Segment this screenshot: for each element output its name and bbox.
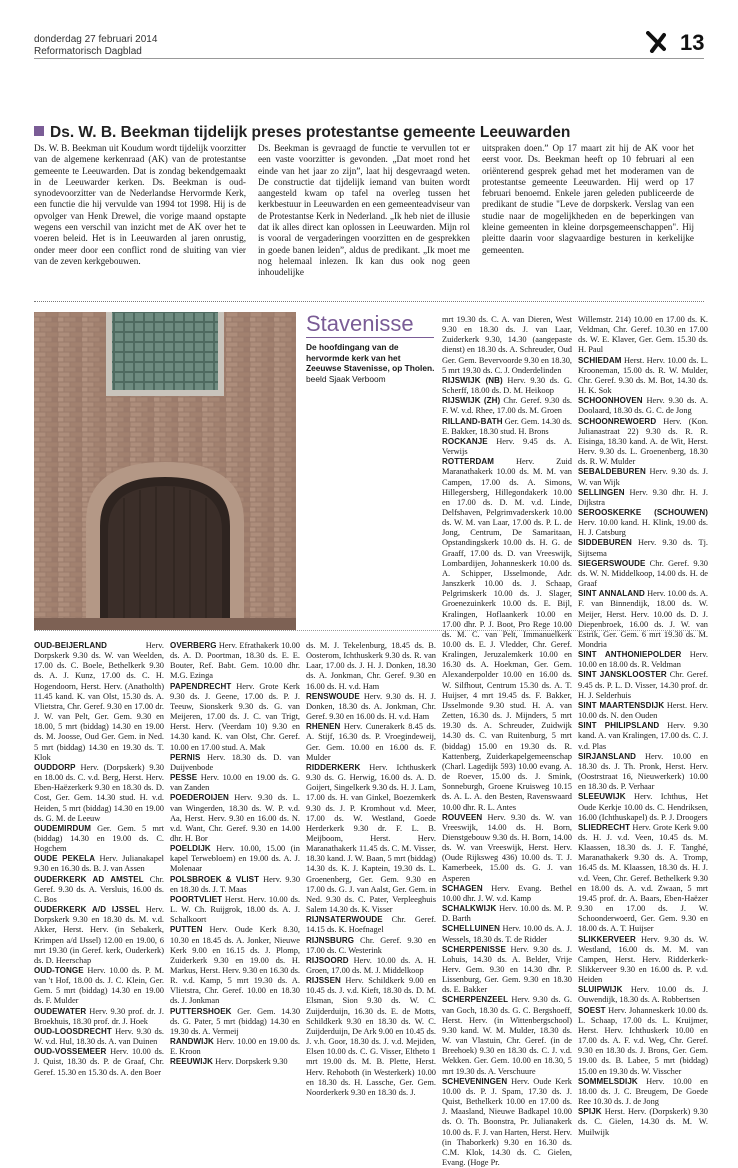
listing-place: OUD-LOOSDRECHT: [34, 1026, 112, 1036]
listing-entry: [170, 895, 300, 925]
listing-place: SIRJANSLAND: [578, 751, 636, 761]
listing-services: Herv. 9.30 ds. J. Lohuis, 14.30 ds. A. Belder, Vrije Herv. Gem. 9.30 en 14.30 dhr. P. Lissenburg, Ger. Gem. 9.30 en 18.30 ds. E. Bakker: [442, 944, 573, 995]
listing-services: Herv. 9.30 ds. G. van Goch, 18.30 ds. G. C. Bergshoeff, Herst. Herv. (in Wittenbergschool) 9.30 kand. W. M. Mulder, 18.30 ds. W. van Vlastuin, Chr. Geref. (in de Breehoek) 9.30 en 18.30 ds. C. J. v.d. Wekken. Ger. Gem. 10.00 en 18.30, 5 mrt 19.30 ds. A. Verschuure: [442, 995, 572, 1076]
listing-services: Herst. Herv. 10.00 ds. L. W. Ch. Ruijgrok, 18.00 ds. A. J. Schalkoort: [170, 894, 300, 925]
listing-place: OUDEMIRDUM: [34, 823, 91, 833]
listing-services: Herv. 9.30 ds. J. W. van Wijk: [578, 467, 709, 487]
listing-services: Herv. 9.30 ds. A. Doolaard, 18.30 ds. G. C. de Jong: [578, 396, 709, 416]
listing-place: SCHELLUINEN: [442, 924, 500, 934]
listing-place: RIJNSATERWOUDE: [306, 915, 383, 925]
listing-place: OUDDORP: [34, 762, 76, 772]
listing-place: ROUVEEN: [442, 812, 483, 822]
listing-place: OUD-BEIJERLAND: [34, 641, 107, 650]
listing-place: POORTVLIET: [170, 894, 223, 904]
listing-place: RENSWOUDE: [306, 691, 360, 701]
listing-services: Herv. 10.00 ds. P. M. van 't Hof, 18.00 ds. J. C. Klein, Ger. Gem. 5 mrt (biddag) 14.30 en 19.00 ds. F. Mulder: [34, 966, 165, 1006]
listing-entry: [578, 488, 708, 508]
listing-services: Herv. 10.00 en 18.00 ds. R. Veldman: [578, 650, 708, 670]
listing-services: Herst. Herv. (Dorpskerk) 9.30 ds. C. Gielen, 14.30 ds. M. W. Muilwijk: [578, 1107, 708, 1137]
listing-services: Herv. 10.00, 15.00 (in kapel Terwebloem) en 19.00 ds. A. J. Molenaar: [170, 844, 300, 874]
listing-entry: [442, 1077, 572, 1168]
listing-services: Herv. 10.00 en 19.00 ds. E. Kroon: [170, 1037, 300, 1057]
listing-entry: [578, 985, 708, 1005]
listing-entry: [442, 417, 572, 437]
listing-services: Herv. Zuid Maranathakerk 10.00 ds. M. M. van Campen, 17.00 ds. A. Simons, Hillegersberg, Hillegondakerk 10.00 en 17.00 ds. D. M. v.d. Linde, Delfshaven, Pelgrimvaderskerk 10.00 ds. W. M. van Laar, 17.00 ds. P. L. de Jong, Centrum, De Samaritaan, Opstandingskerk 10.00 ds. H. G. de Graaff, 17.00 ds. D. van Vreeswijk, Lombardijen, Johanneskerk 10.00 ds. A. Schipper, IJsselmonde, Adr. Janszkerk 10.00 ds. J. Schaap, Pelgrimskerk 10.00 ds. J. Slager, Groenezuinkerk 10.00 ds. E. Bijl, Kralingen, Hoflaankerk 10.00 en 17.00 dhr. P. J. Boot, Pro Rege 10.00 ds. M. C. van Pelt, Immanuelkerk 10.00 ds. E. J. Vledder, Chr. Geref. Kralingen, Jeruzalemkerk 10.00 en 16.30 ds. A. Hoekman, Ger. Gem. Alexanderpolder 10.00 en 16.00 ds. W. Silfhout, Centrum 15.30 ds. A. T. Huijser, 4 mrt 19.45 ds. F. Bakker, IJsselmonde 9.30 stud. H. A. van Zetten, 16.30 ds. J. Mijnders, 5 mrt 19.30 ds. A. Schreuder, Zuidwijk 14.30 ds. C. van Ruitenburg, 5 mrt (biddag) 15.00 en 19.30 ds. R. Kattenberg, Zuiderkapelgemeenschap (Charl. Lagedijk 593) 10.00 evang. A. de Roever, 15.00 ds. J. Smink, Sonneburgh, Groene Kruisweg 10.15 ds. A. L. A. den Besten, Ravenswaard 10.00 dhr. R. L. Antes: [442, 457, 572, 812]
article-column-3: uitspraken doen.” Op 17 maart zit hij de AK voor het eerst voor. Ds. Beekman heeft op 10 februari al een oriënterend gesprek gehad met het moderamen van de protestantse gemeente Leeuwarden. Hij werd op 17 februari benoemd. Enkele jaren geleden publiceerde de predikant de studie "Leve de dorpskerk. Verslag van een studie naar de mogelijkheden en de beperkingen van kleine gemeenten in kleine dorpsgemeenschappen". Hij pleitte daarin voor slagvaardige besturen in kerkelijke gemeenten.: [482, 143, 694, 255]
listing-services: Herv. Schildkerk 9.00 en 10.45 ds. J. v.d. Kieft, 18.30 ds. D. M. Elsman, Sion 9.30 ds. W. C. Zuijderduijn, 16.30 ds. E. de Motts, Schildkerk 9.30 en 18.30 ds. W. C. Zuijderduijn, De Ark 9.00 en 10.45 ds. J. v.h. Goor, 18.30 ds. J. v.d. Mejiden, Elsen 10.00 ds. C. G. Visser, Eltheto 1 mrt 19.00 ds. M. B. Plette, Herst. Herv. Rehoboth (in Westerkerk) 10.00 en 18.30 ds. H. Lassche, Ger. Gem. Noorderkerk 9.30 en 18.30 ds. J.: [306, 976, 436, 1097]
photo-caption-rule: [306, 337, 434, 338]
listing-entry: [170, 753, 300, 773]
listing-place: POLSBROEK & VLIST: [170, 874, 260, 884]
listing-place: SPIJK: [578, 1107, 602, 1117]
listing-place: OUDE PEKELA: [34, 854, 96, 864]
listing-place: SLIKKERVEER: [578, 934, 636, 944]
listing-services: Herv. Evang. Bethel 10.00 dhr. J. W. v.d. Kamp: [442, 883, 572, 903]
listing-entry: [170, 793, 300, 844]
listing-entry: [306, 976, 436, 1098]
listing-services: Herv. 9.30 ds. G. Scherff, 18.00 ds. D. M. Heikoop: [442, 375, 572, 396]
listing-entry: [578, 467, 708, 487]
listing-place: SCHIEDAM: [578, 355, 622, 365]
listing-entry: [442, 437, 572, 457]
photo-caption: [306, 342, 436, 384]
listing-place: SCHEVENINGEN: [442, 1076, 508, 1086]
listing-entry: [578, 650, 708, 670]
listing-place: SCHERPENZEEL: [442, 995, 509, 1005]
listing-entry: [170, 773, 300, 793]
listing-services: Herv. 10.00 ds. J. Quist, 18.30 ds. P. de Graaf, Chr. Geref. 15.30 en 15.30 ds. A. den Boer: [34, 1047, 164, 1077]
listing-place: SINT ANTHONIEPOLDER: [578, 650, 682, 660]
listing-entry: [578, 589, 708, 650]
listing-place: OUD-TONGE: [34, 966, 84, 975]
listing-place: SEBALDEBUREN: [578, 467, 646, 477]
listing-place: RIJSWIJK (ZH): [442, 396, 501, 406]
listing-services: Herv. 9.30 kand. A. van Kralingen, 17.00 ds. C. J. v.d. Plas: [578, 721, 709, 751]
listing-entry: [442, 945, 572, 996]
listing-entry: [578, 670, 708, 700]
listing-entry: [442, 315, 572, 376]
listing-place: SCHOONHOVEN: [578, 396, 643, 406]
listing-place: ROTTERDAM: [442, 457, 495, 467]
listing-services: Herv. 9.45 ds. A. Verwijs: [442, 436, 572, 457]
listing-services: Herv. Cunerakerk 8.45 ds. A. Stijf, 16.30 ds. P. Vroegindeweij, Ger. Gem. 10.00 en 16.00 ds. F. Mulder: [306, 722, 436, 762]
listing-services: Herv. Dorpskerk 9.30: [215, 1057, 288, 1067]
listing-column-2: [170, 641, 300, 1068]
listing-entry: [442, 924, 572, 944]
listing-place: RIJSWIJK (NB): [442, 375, 503, 385]
listing-place: RHENEN: [306, 722, 341, 732]
listing-entry: [34, 641, 164, 763]
listing-place: SINT PHILIPSLAND: [578, 721, 660, 731]
article-headline: [34, 124, 714, 142]
listing-place: SLUIPWIJK: [578, 985, 623, 995]
listing-entry: [442, 904, 572, 924]
listing-services: Herv. 9.30 ds. Tj. Sijtsema: [578, 538, 709, 558]
listing-entry: [306, 915, 436, 935]
listing-services: Herv. Grote Kerk 9.00 ds. H. J. v.d. Veen, 10.45 ds. M. Klaassen, 18.30 ds. J. F. Tanghé, Maranathakerk 9.30 ds. A. Tromp, 16.45 ds. M. Klaassen, 18.30 ds. H. J. v.d. Veen, Chr. Geref. Bethelkerk 9.30 en 18.00 ds. A. v.d. Zwaan, 5 mrt 19.45 prof. dr. A. Baars, Eben-Haëzer 9.30 en 17.00 ds. J. W. Schoonderwoerd, Ger. Gem. 9.30 en 18.00 ds. A. T. Huijser: [578, 822, 708, 934]
listing-entry: [578, 701, 708, 721]
listing-services: Herv. 10.00 ds. M. P. D. Barth: [442, 904, 573, 924]
listing-entry: [442, 995, 572, 1076]
listing-services: Herv. 10.00 ds. J. Ouwendijk, 18.30 ds. A. Robbertsen: [578, 985, 708, 1005]
headline-square-icon: [34, 126, 44, 136]
listing-place: SIDDEBUREN: [578, 538, 632, 548]
listing-place: RIJSOORD: [306, 955, 349, 965]
listing-entry: [34, 824, 164, 854]
listing-place: SIEGERSWOUDE: [578, 558, 646, 568]
photo-credit: beeld Sjaak Verboom: [306, 373, 386, 384]
listing-place: OVERBERG: [170, 641, 217, 650]
listing-entry: [34, 966, 164, 1007]
listing-entry: [578, 315, 708, 356]
article-column-2: Ds. Beekman is gevraagd de functie te vervullen tot er een vaste voorzitter is gevonden. „Dat moet rond het einde van het jaar zo zijn”, laat hij desgevraagd weten. De constructie dat tijdelijk iemand van buiten wordt aangesteld kwam op tafel na overleg tussen het kerkbestuur in Leeuwarden en een gemeenteadviseur van de Protestantse Kerk in Nederland. „Ik heb niet de illusie dat ik alles direct kan oplossen in Leeuwarden. Mijn rol is vooral de vergaderingen voorzitten en de gesprekken in goede banen leiden”, aldus de predikant. „Ik moet me nog helemaal inlezen. Ik kan dus ook nog geen inhoudelijke: [258, 143, 470, 278]
listing-entry: [578, 1077, 708, 1107]
listing-services: Herv. Johanneskerk 10.00 ds. L. Schaap, 17.00 ds. L. Kruijmer, Herst. Herv. Ichthuskerk 10.00 en 17.00 ds. A. F. v.d. Weg, Chr. Geref. 9.30 en 18.30 ds. J. Brons, Ger. Gem. 19.00 ds. B. Labee, 5 mrt (biddag) 15.00 en 19.30 ds. W. Visscher: [578, 1005, 708, 1076]
listing-services: Herv. (Kon. Julianastraat 22) 9.30 ds. R. R. Eisinga, 18.30 kand. A. de Wit, Herst. Herv. 9.30 ds. L. Groenenberg, 18.30 ds. R. W. Mulder: [578, 416, 708, 467]
listing-services: Ger. Gem. 14.30 ds. E. Bakker, 18.30 stud. H. Brons: [442, 416, 572, 436]
listing-services: Herv. Ichthus, Het Oude Kerkje 10.00 ds. C. Hendriksen, 16.00 (Ichthuskapel) ds. P. J. Droogers: [578, 792, 709, 822]
listing-entry: [442, 396, 572, 416]
listing-services: Chr. Geref. 9.45 ds. P. L. D. Visser, 14.30 prof. dr. H. J. Selderhuis: [578, 670, 708, 700]
listing-services: Herv. 10.00 ds. A. F. van Binnendijk, 18.00 ds. W. Meijer, Herst. Herv. 10.00 ds. D. J. Diepenbroek, 16.00 ds. J. W. van Estrik, Ger. Gem. 6 mrt 19.30 ds. M. Mondria: [578, 589, 709, 649]
listing-services: Herv. 9.30 ds. W. v.d. Hul, 18.30 ds. A. van Duinen: [34, 1026, 164, 1047]
listing-place: SINT JANSKLOOSTER: [578, 670, 667, 680]
listing-entry: [578, 823, 708, 935]
listing-entry: [442, 376, 572, 396]
listing-place: SOMMELSDIJK: [578, 1076, 638, 1086]
listing-column-1: [34, 641, 164, 1078]
listing-place: OUD-VOSSEMEER: [34, 1047, 107, 1057]
listing-services: Herv. 9.30 ds. H. J. Donken, 18.30 ds. A. Jonkman, Chr. Geref. 9.30 en 16.00 ds. H. v.d. Ham: [306, 691, 437, 722]
listing-entry: [34, 1007, 164, 1027]
listing-services: Ger. Gem. 5 mrt (biddag) 14.30 en 19.00 ds. C. Hogchem: [34, 823, 164, 854]
listing-services: Herv. Oude Kerk 8.30, 10.30 en 18.45 ds. A. Jonker, Nieuwe Kerk 9.00 en 16.15 ds. J. Plomp, Zuiderkerk 9.30 en 19.00 ds. H. Markus, Herst. Herv. 9.30 en 16.30 ds. R. v.d. Kamp, 5 mrt 19.30 ds. A. Vlietstra, Chr. Geref. 10.00 en 18.30 ds. J. Jonkman: [170, 925, 300, 1006]
listing-services: Herv. 10.00 kand. H. Klink, 19.00 ds. H. J. Catsburg: [578, 518, 708, 538]
listing-services: Herv. 9.30 prof. dr. J. Broekhuis, 18.30 prof. dr. J. Hoek: [34, 1006, 164, 1026]
listing-entry: [442, 457, 572, 812]
listing-entry: [170, 925, 300, 1006]
listing-place: ROCKANJE: [442, 436, 488, 446]
listing-services: Herv. Dorpskerk 9.30 en 18.30 ds. M. v.d. Akker, Herst. Herv. (in Sebakerk, Krimpen a/d IJssel) 12.00 en 19.00, 6 mrt 19.30 (in Geref. kerk, Ouderkerk) ds. D. Heerschap: [34, 905, 164, 965]
listing-place: SOEST: [578, 1005, 606, 1015]
listing-services: ds. M. J. Tekelenburg, 18.45 ds. B. Oosterom, Ichthuskerk 9.30 ds. R. van Laar, 17.00 ds. J. H. J. Donken, 18.30 ds. A. Jonkman, Chr. Geref. 9.30 en 16.00 ds. H. v.d. Ham: [306, 641, 436, 691]
listing-place: RANDWIJK: [170, 1037, 214, 1047]
listing-entry: [442, 813, 572, 884]
listing-place: POEDEROIJEN: [170, 793, 229, 803]
listing-services: Herv. 18.30 ds. D. van Duijvenbode: [170, 752, 300, 772]
header-rule: [34, 58, 704, 59]
listing-services: Herv. 10.00 en 18.30 ds. J. Th. Pronk, Herst. Herv. (Oostrstraat 16, Nieuwerkerk) 10.00 en 18.30 ds. P. Verhaar: [578, 751, 708, 792]
issue-date: donderdag 27 februari 2014: [34, 34, 158, 45]
listing-place: SELLINGEN: [578, 487, 625, 497]
listing-entry: [306, 692, 436, 722]
church-photo-image: [34, 312, 296, 630]
listing-place: OUDEWATER: [34, 1006, 87, 1016]
listing-place: OUDERKERK AD AMSTEL: [34, 874, 144, 884]
listing-place: SCHOONREWOERD: [578, 416, 657, 426]
listing-entry: [170, 641, 300, 682]
section-divider: [34, 301, 704, 302]
listing-column-3: [306, 641, 436, 1098]
listing-place: RIJSSEN: [306, 976, 341, 986]
church-entrance-photo: [34, 312, 296, 630]
listing-entry: [170, 1057, 300, 1067]
listing-entry: [34, 854, 164, 874]
listing-place: RILLAND-BATH: [442, 416, 503, 426]
photo-caption-title: Stavenisse: [306, 311, 414, 336]
listing-entry: [578, 721, 708, 751]
listing-entry: [578, 792, 708, 822]
listing-place: POELDIJK: [170, 844, 211, 854]
listing-services: Herv. Efrathakerk 10.00 ds. A. D. Poortman, 18.30 ds. E. E. Bouter, Ref. Babt. Gem. 10.00 dhr. M.G. Ezinga: [170, 641, 300, 681]
listing-entry: [306, 936, 436, 956]
listing-entry: [578, 538, 708, 558]
listing-services: mrt 19.30 ds. C. A. van Dieren, West 9.30 en 18.30 ds. J. van Laar, Zuiderkerk 9.30, 14.30 (aangepaste dienst) en 18.30 ds. A. Schreuder, Oud Ger. Gem. Bevervoorde 9.30 en 18.30, 5 mrt 19.30 ds. C. J. Onderdelinden: [442, 315, 572, 375]
listing-place: SLIEDRECHT: [578, 822, 631, 832]
listing-entry: [578, 356, 708, 397]
article-column-1: Ds. W. B. Beekman uit Koudum wordt tijdelijk voorzitter van de algemene kerkenraad (AK) van de protestantse gemeente te Leeuwarden. Dat is zondag bekendgemaakt in de Leeuwarder kerken. Ds. Beekman is oud-synodevoorzitter van de Nederlandse Hervormde Kerk, een functie die hij vervulde van 1994 tot 1998. Hij is de opvolger van Henk Drewel, die vorige maand opstapte wegens een verschil van inzicht met de AK over het te voeren beleid. Het is in Leeuwarden al jaren onrustig, onder meer door een conflict rond de sluiting van vier van de zeven kerkgebouwen.: [34, 143, 246, 266]
newspaper-name: Reformatorisch Dagblad: [34, 46, 142, 57]
listing-entry: [578, 1006, 708, 1077]
listing-services: Chr. Geref. 9.30 ds. A. Versluis, 16.00 ds. C. Bos: [34, 874, 164, 904]
listing-entry: [34, 875, 164, 905]
listing-column-5: [578, 315, 708, 1138]
newspaper-logo-icon: [646, 31, 666, 53]
listing-entry: [578, 508, 708, 538]
listing-place: SEROOSKERKE (SCHOUWEN): [578, 507, 708, 517]
listing-services: Chr. Geref. 14.15 ds. K. Hoefnagel: [306, 915, 436, 935]
listing-entry: [578, 1107, 708, 1137]
listing-entry: [34, 1027, 164, 1047]
listing-place: RIJNSBURG: [306, 935, 355, 945]
listing-services: Herv. 9.30 ds. W. Westland, 16.00 ds. M. M. van Campen, Herst. Herv. Ridderkerk-Slikkerveer 9.30 en 16.00 ds. P. v.d. Heiden: [578, 934, 708, 985]
listing-entry: [306, 763, 436, 915]
headline-text: Ds. W. B. Beekman tijdelijk preses protestantse gemeente Leeuwarden: [50, 124, 571, 141]
listing-place: SCHERPENISSE: [442, 944, 506, 954]
listing-services: Herv. 9.30 ds. L. van Wingerden, 18.30 ds. W. P. v.d. Aa, Herst. Herv. 9.30 en 16.00 ds. N. v.d. Want, Chr. Geref. 9.30 en 14.00 dhr. H. Bor: [170, 793, 301, 843]
listing-services: Herst. Herv. 10.00 ds. N. den Ouden: [578, 700, 708, 721]
listing-entry: [578, 935, 708, 986]
page-header-date: [34, 34, 157, 58]
listing-services: Herv. 9.30 dhr. H. J. Dijkstra: [578, 487, 708, 507]
listing-entry: [170, 1037, 300, 1057]
listing-services: Chr. Geref. 9.30 ds. W. N. Middelkoop, 14.00 ds. H. de Graaf: [578, 558, 708, 589]
listing-entry: [578, 396, 708, 416]
listing-entry: [578, 752, 708, 793]
listing-entry: [34, 905, 164, 966]
listing-entry: [306, 641, 436, 692]
listing-services: Herv. Dorpskerk 9.30 ds. W. van Weelden, 17.00 ds. C. Boele, Bethelkerk 9.30 ds. A. J. Kunz, 17.00 ds. C. H. Hogendoorn, Herst. Herv. (Anatholth) 11.45 kand. K. van Olst, 15.30 ds. A. Vlietstra, Chr. Geref. 9.30 en 17.00 dr. J. W. van Pelt, Ger. Gem. 9.30 en 18.00, 5 mrt (biddag) 14.30 en 19.00 ds. M. Joosse, Oud Ger. Gem. in Ned. 5 mrt (biddag) 14.30 en 19.30 ds. T. Klok: [34, 641, 164, 762]
listing-entry: [306, 722, 436, 763]
listing-place: SCHALKWIJK: [442, 904, 497, 914]
listing-place: PAPENDRECHT: [170, 681, 232, 691]
listing-services: Chr. Geref. 9.30 ds. F. W. v.d. Rhee, 17.00 ds. M. Groen: [442, 396, 572, 416]
listing-place: PUTTERSHOEK: [170, 1006, 232, 1016]
listing-services: Herv. Ichthuskerk 9.30 ds. G. Herwig, 16.00 ds. A. D. Goijert, Singelkerk 9.30 ds. H. J. Lam, 17.00 ds. H. van Ginkel, Boezemkerk 9.30 ds. J. P. Kromhout v.d. Meer, 17.00 ds. W. Westland, Goede Herderkerk 9.30 dr. F. L. B. Meijboom, Herst. Herv. Maranathakerk 11.45 ds. C. M. Visser, 18.30 kand. J. W. Baan, 5 mrt (biddag) 14.30 ds. K. J. Kaptein, 19.30 ds. L. Groenenberg, Ger. Gem. 9.30 en 17.00 ds. G. J. van Aalst, Ger. Gem. in Ned. 9.30 ds. C. Pater, Verpleeghuis Salem 14.30 ds. K. Visser: [306, 762, 437, 915]
listing-place: PESSE: [170, 773, 198, 783]
listing-place: SINT ANNALAND: [578, 589, 645, 599]
page-number: 13: [680, 30, 705, 55]
listing-services: Herv. 10.00 en 19.00 ds. G. van Zanden: [170, 773, 300, 793]
listing-entry: [170, 844, 300, 874]
listing-services: Herv. 10.00 ds. A. H. Groen, 17.00 ds. M. J. Middelkoop: [306, 955, 436, 975]
listing-services: Herv. (Dorpskerk) 9.30 en 18.00 ds. C. v.d. Berg, Herst. Herv. Eben-Haëzerkerk 9.30 en 18.30 ds. D. Cost, Ger. Gem. 14.30 stud. H. v.d. Heiden, 5 mrt (biddag) 14.30 en 19.00 ds. G. M. de Leeuw: [34, 762, 164, 823]
listing-entry: [578, 559, 708, 589]
listing-entry: [578, 417, 708, 468]
listing-services: Herv. Grote Kerk 9.30 ds. J. Geene, 17.00 ds. P. J. Teeuw, Sionskerk 9.30 ds. G. van Meijeren, 17.00 ds. J. C. van Trigt, Herst. Herv. (Veerdam 10) 9.30 en 14.30 kand. K. van Olst, Chr. Geref. 10.00 en 17.00 stud. A. Mak: [170, 681, 300, 752]
listing-entry: [34, 763, 164, 824]
listing-place: SINT MAARTENSDIJK: [578, 700, 665, 710]
listing-services: Herv. 10.00 ds. A. J. Wessels, 18.30 ds. T. de Ridder: [442, 924, 573, 944]
listing-services: Herv. Oude Kerk 10.00 ds. P. J. Spam, 17.30 ds. J. Quist, Bethelkerk 10.00 en 17.00 ds. J. Maasland, Nieuwe Badkapel 10.00 ds. O. Th. Boonstra, Pr. Julianakerk 10.00 ds. F. J. van Harten, Herst. Herv. (in Thaborkerk) 9.30 en 16.30 ds. C.M. Klok, 14.30 ds. C. Gielen, Evang. (Hoge Pr.: [442, 1076, 572, 1167]
listing-services: Herst. Herv. 10.00 ds. L. Krooneman, 15.00 ds. R. W. Mulder, Chr. Geref. 9.30 ds. M. Bot, 14.30 ds. H. K. Sok: [578, 355, 708, 396]
listing-services: Ger. Gem. 14.30 ds. G. Pater, 5 mrt (biddag) 14.30 en 19.30 ds. A. Vermeij: [170, 1006, 301, 1036]
listing-entry: [170, 1007, 300, 1037]
listing-place: PERNIS: [170, 752, 201, 762]
listing-services: Herv. 9.30 en 18.30 ds. J. T. Maas: [170, 874, 301, 894]
listing-place: REEUWIJK: [170, 1057, 214, 1067]
listing-entry: [170, 875, 300, 895]
listing-place: PUTTEN: [170, 925, 203, 935]
listing-services: Willemstr. 214) 10.00 en 17.00 ds. K. Veldman, Chr. Geref. 10.30 en 17.00 ds. W. E. Klaver, Ger. Gem. 15.30 ds. H. Paul: [578, 315, 708, 355]
listing-place: OUDERKERK A/D IJSSEL: [34, 905, 141, 915]
listing-column-4: [442, 315, 572, 1168]
listing-entry: [34, 1047, 164, 1077]
listing-entry: [170, 682, 300, 753]
listing-place: SCHAGEN: [442, 883, 483, 893]
listing-services: Herv. 9.30 ds. W. van Vreeswijk, 14.00 ds. H. Born, Dienstgebouw 9.30 ds. H. Born, 14.00 ds. W. van Vreeswijk, Herst. Herv. (Oude Rijksweg 436) 10.00 ds. T. J. Kamerbeek, 15.00 ds. G. J. van Asperen: [442, 812, 572, 883]
photo-caption-text: De hoofdingang van de hervormde kerk van het Zeeuwse Stavenisse, op Tholen.: [306, 342, 435, 373]
listing-place: RIDDERKERK: [306, 762, 361, 772]
listing-services: Herv. Julianakapel 9.30 en 16.30 ds. B. J. van Assen: [34, 854, 164, 874]
listing-services: Herv. 10.00 en 18.00 ds. J. C. Breugem, De Goede Ree 10.30 ds. J. de Jong: [578, 1076, 708, 1107]
listing-services: Chr. Geref. 9.30 en 17.00 ds. C. Westerink: [306, 935, 436, 955]
listing-entry: [442, 884, 572, 904]
listing-place: SLEEUWIJK: [578, 792, 626, 802]
listing-entry: [306, 956, 436, 976]
